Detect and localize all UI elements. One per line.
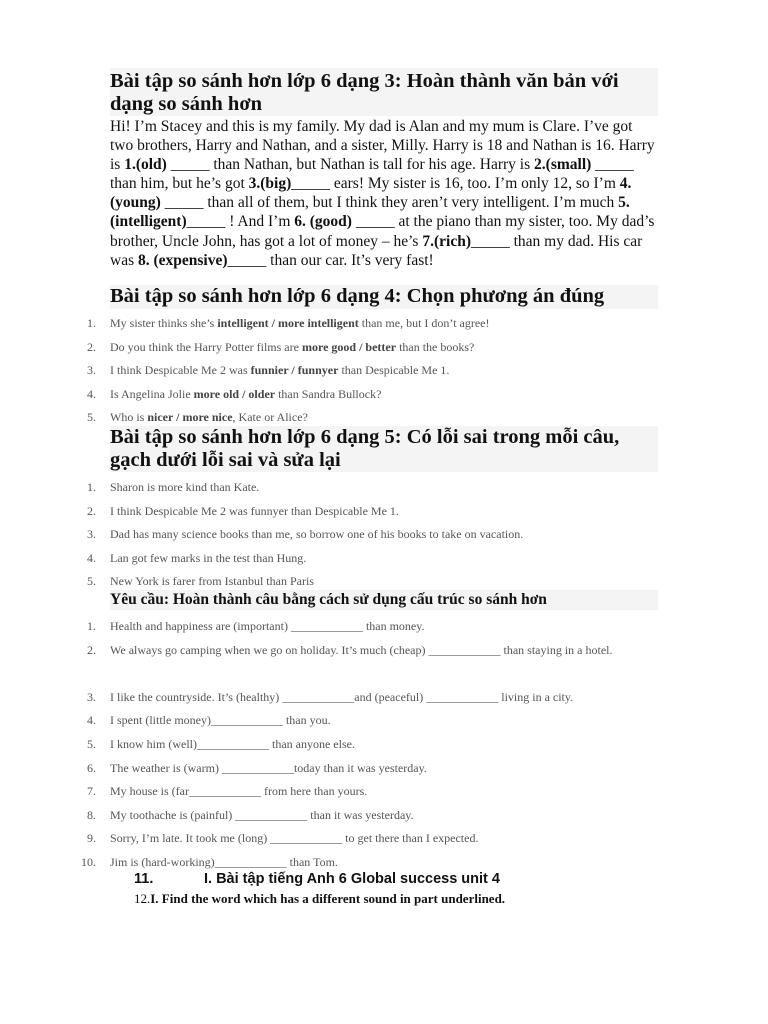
passage-text: Hi! I’m Stacey and this is my family. My dad is Alan and my mum is Clare. I’ve got two brothers, Harry and Nathan, and a sister, Milly. Harry is 18 and Nathan is 16. Harry is: [110, 118, 655, 174]
list-item-text: [110, 336, 670, 360]
sentence-text: Do you think the Harry Potter films are: [110, 339, 302, 354]
list-item-text: My toothache is (painful) ____________ than it was yesterday.: [110, 807, 414, 822]
list-item-text: Sorry, I’m late. It took me (long) ____________ to get there than I expected.: [110, 831, 479, 846]
passage-text: _____ than all of them, but I think they aren’t very intelligent. I’m much: [160, 194, 619, 212]
answer-options: more old / older: [193, 386, 276, 401]
list-item: [0, 733, 768, 757]
list-item-text: Dad has many science books than me, so borrow one of his books to take on vacation.: [110, 527, 524, 542]
answer-options: intelligent / more intelligent: [217, 316, 359, 330]
list-item-number: 6.: [87, 760, 96, 775]
passage-blank-prompt: 2.(small): [534, 156, 592, 174]
passage-text: _____ at the piano than my sister, too. My dad’s brother, Uncle John, has got a lot of money – he’s: [110, 213, 655, 250]
section-3-heading: Bài tập so sánh hơn lớp 6 dạng 3: Hoàn thành văn bản với dạng so sánh hơn: [110, 68, 658, 116]
list-item-text: We always go camping when we go on holiday. It’s much (cheap) ____________ than staying in a hotel.: [110, 642, 613, 657]
sentence-text: My sister thinks she’s: [110, 316, 218, 330]
list-item: [0, 359, 768, 383]
list-item: [0, 639, 768, 686]
passage-blank-prompt: 5.(intelligent): [110, 194, 630, 231]
item-11-number: 11.: [134, 871, 154, 887]
answer-options: funnier / funnyer: [250, 363, 339, 378]
item-12-heading: [134, 891, 505, 907]
passage-text: _____ ! And I’m: [186, 213, 295, 231]
section-5-list: [0, 476, 768, 594]
answer-options: nicer / more nice: [147, 410, 233, 425]
list-item: [0, 312, 768, 336]
sentence-text: Who is: [110, 410, 148, 425]
sentence-text: , Kate or Alice?: [232, 410, 308, 425]
passage-blank-prompt: 8. (expensive): [137, 251, 228, 269]
list-item: [0, 804, 768, 828]
list-item: [0, 383, 768, 407]
item-11-heading: [134, 871, 500, 887]
list-item-number: 3.: [87, 363, 96, 378]
item-11-text: I. Bài tập tiếng Anh 6 Global success unit 4: [204, 871, 500, 887]
list-item-number: 2.: [87, 503, 96, 518]
list-item: [0, 827, 768, 851]
list-item-number: 9.: [87, 831, 96, 846]
sentence-text: than me, but I don’t agree!: [358, 316, 490, 330]
section-4-list: [0, 312, 768, 430]
list-item-number: 3.: [87, 527, 96, 542]
list-item-number: 7.: [87, 784, 96, 799]
section-4-heading: Bài tập so sánh hơn lớp 6 dạng 4: Chọn phương án đúng: [110, 285, 658, 309]
list-item-text: Lan got few marks in the test than Hung.: [110, 550, 307, 565]
list-item-text: [110, 359, 670, 383]
list-item-number: 4.: [87, 713, 96, 728]
item-12-number: 12.: [134, 891, 151, 906]
list-item-text: [110, 383, 670, 407]
list-item: [0, 757, 768, 781]
list-item-number: 1.: [87, 480, 96, 494]
list-item: [0, 500, 768, 524]
list-item: [0, 615, 768, 639]
list-item-text: I know him (well)____________ than anyone else.: [110, 736, 355, 751]
list-item: [0, 780, 768, 804]
list-item-number: 3.: [87, 689, 96, 704]
list-item: [0, 476, 768, 500]
sentence-text: Is Angelina Jolie: [110, 386, 194, 401]
list-item-text: My house is (far____________ from here than yours.: [110, 784, 368, 799]
sentence-text: I think Despicable Me 2 was: [110, 363, 251, 378]
list-item: [0, 336, 768, 360]
item-12-text: I. Find the word which has a different sound in part underlined.: [150, 891, 506, 906]
list-item-text: Jim is (hard-working)____________ than Tom.: [110, 854, 338, 869]
passage-blank-prompt: 6. (good): [294, 213, 352, 231]
passage-text: _____ than him, but he’s got: [110, 156, 634, 193]
list-item-text: I think Despicable Me 2 was funnyer than Despicable Me 1.: [110, 503, 399, 518]
list-item-text: I spent (little money)____________ than you.: [110, 713, 331, 728]
list-item-number: 2.: [87, 642, 96, 657]
list-item-text: [110, 312, 670, 336]
passage-text: _____ than Nathan, but Nathan is tall for his age. Harry is: [166, 156, 535, 174]
passage-blank-prompt: 4.(young): [110, 175, 632, 212]
list-item-number: 10.: [81, 854, 96, 869]
list-item-number: 4.: [87, 386, 96, 401]
passage-text: _____ than my dad. His car was: [110, 232, 643, 269]
passage-blank-prompt: 1.(old): [124, 156, 167, 174]
section-6-heading: Yêu cầu: Hoàn thành câu bằng cách sử dụng cấu trúc so sánh hơn: [110, 590, 658, 610]
passage-blank-prompt: 3.(big): [248, 175, 292, 193]
section-6-list: [0, 615, 768, 875]
passage-text: _____ ears! My sister is 16, too. I’m only 12, so I’m: [291, 175, 620, 193]
list-item-text: New York is farer from Istanbul than Paris: [110, 574, 314, 589]
section-3-passage: [110, 117, 658, 270]
list-item-number: 2.: [87, 339, 96, 354]
sentence-text: than the books?: [396, 339, 475, 354]
list-item: [0, 709, 768, 733]
list-item-text: Health and happiness are (important) ____________ than money.: [110, 619, 425, 633]
list-item-number: 5.: [87, 574, 96, 589]
list-item-number: 1.: [87, 316, 96, 330]
answer-options: more good / better: [301, 339, 397, 354]
list-item-number: 8.: [87, 807, 96, 822]
list-item: [0, 686, 768, 710]
list-item-text: Sharon is more kind than Kate.: [110, 480, 260, 494]
list-item-text: I like the countryside. It’s (healthy) ____________and (peaceful) ____________ living in a city.: [110, 689, 574, 704]
list-item-number: 1.: [87, 619, 96, 633]
passage-text: _____ than our car. It’s very fast!: [227, 251, 434, 269]
list-item-text: The weather is (warm) ____________today than it was yesterday.: [110, 760, 427, 775]
list-item-number: 5.: [87, 410, 96, 425]
list-item-number: 5.: [87, 736, 96, 751]
list-item-number: 4.: [87, 550, 96, 565]
section-5-heading: Bài tập so sánh hơn lớp 6 dạng 5: Có lỗi sai trong mỗi câu, gạch dưới lỗi sai và sửa lại: [110, 426, 658, 472]
list-item: [0, 523, 768, 547]
list-item: [0, 547, 768, 571]
passage-blank-prompt: 7.(rich): [422, 232, 471, 250]
sentence-text: than Despicable Me 1.: [338, 363, 450, 378]
sentence-text: than Sandra Bullock?: [275, 386, 382, 401]
